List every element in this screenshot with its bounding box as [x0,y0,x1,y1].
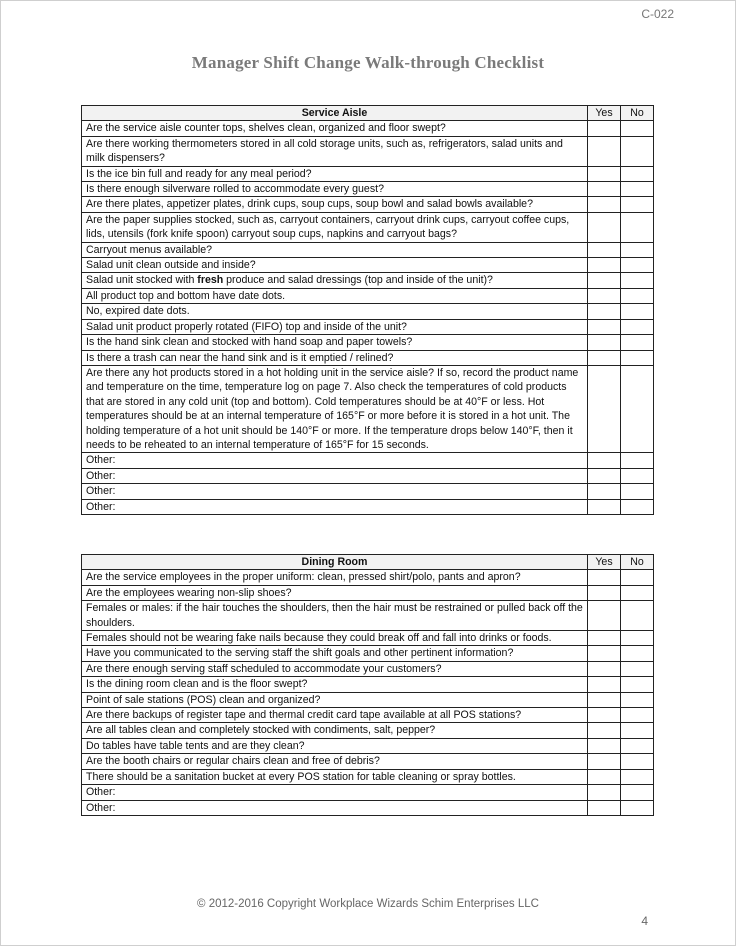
no-checkbox-cell[interactable] [621,631,654,646]
no-checkbox-cell[interactable] [621,273,654,288]
checklist-row [82,484,654,499]
no-checkbox-cell[interactable] [621,661,654,676]
checklist-row [82,304,654,319]
checklist-row [82,631,654,646]
checklist-row [82,258,654,273]
yes-checkbox-cell[interactable] [588,677,621,692]
checklist-question: Is the dining room clean and is the floor swept? [82,677,588,692]
question-text: produce and salad dressings (top and inside of the unit)? [223,274,493,287]
checklist-row [82,197,654,212]
yes-checkbox-cell[interactable] [588,453,621,468]
checklist-row [82,769,654,784]
checklist-row [82,723,654,738]
no-checkbox-cell[interactable] [621,350,654,365]
yes-checkbox-cell[interactable] [588,585,621,600]
yes-checkbox-cell[interactable] [588,319,621,334]
checklist-question: Is there a trash can near the hand sink and is it emptied / relined? [82,350,588,365]
checklist-question: Other: [82,484,588,499]
no-checkbox-cell[interactable] [621,212,654,242]
yes-checkbox-cell[interactable] [588,197,621,212]
no-checkbox-cell[interactable] [621,319,654,334]
checklist-row [82,499,654,514]
service-aisle-heading: Service Aisle [82,106,588,121]
checklist-row [82,273,654,288]
checklist-row [82,365,654,452]
no-checkbox-cell[interactable] [621,258,654,273]
yes-checkbox-cell[interactable] [588,212,621,242]
no-checkbox-cell[interactable] [621,738,654,753]
no-checkbox-cell[interactable] [621,800,654,815]
no-checkbox-cell[interactable] [621,754,654,769]
checklist-question: Are there enough serving staff scheduled to accommodate your customers? [82,661,588,676]
checklist-row [82,242,654,257]
no-checkbox-cell[interactable] [621,723,654,738]
yes-checkbox-cell[interactable] [588,800,621,815]
checklist-question: Are the service aisle counter tops, shelves clean, organized and floor swept? [82,121,588,136]
checklist-question: Are the paper supplies stocked, such as, carryout containers, carryout drink cups, carryout coffee cups, lids, utensils (fork knife spoon) carryout soup cups, napkins and carryout bags? [82,212,588,242]
yes-checkbox-cell[interactable] [588,631,621,646]
checklist-row [82,166,654,181]
no-checkbox-cell[interactable] [621,570,654,585]
checklist-question: Females should not be wearing fake nails because they could break off and fall into drinks or foods. [82,631,588,646]
checklist-row [82,212,654,242]
copyright-footer: © 2012-2016 Copyright Workplace Wizards Schim Enterprises LLC [197,898,539,910]
no-checkbox-cell[interactable] [621,692,654,707]
checklist-row [82,570,654,585]
no-checkbox-cell[interactable] [621,136,654,166]
yes-column-header: Yes [588,555,621,570]
yes-checkbox-cell[interactable] [588,304,621,319]
checklist-question: There should be a sanitation bucket at every POS station for table cleaning or spray bottles. [82,769,588,784]
no-checkbox-cell[interactable] [621,304,654,319]
no-checkbox-cell[interactable] [621,646,654,661]
checklist-question: Are there any hot products stored in a hot holding unit in the service aisle? If so, record the product name and temperature on the time, temperature log on page 7. Also check the temperatures of cold products that are stored in any cold unit (top and bottom). Cold temperatures should be at 40°F or less. Hot temperatures should be at an internal temperature of 165°F or more before it is stored in a hot unit. The holding temperature of a hot unit should be 140°F or more. If the temperature drops below 140°F, then it needs to be reheated to an internal temperature of 165°F for 15 seconds. [82,365,588,452]
yes-checkbox-cell[interactable] [588,350,621,365]
no-column-header: No [621,106,654,121]
checklist-row [82,646,654,661]
yes-checkbox-cell[interactable] [588,738,621,753]
no-checkbox-cell[interactable] [621,288,654,303]
yes-checkbox-cell[interactable] [588,166,621,181]
dining-room-table [81,554,654,816]
service-aisle-header-row [82,106,654,121]
checklist-question: Other: [82,499,588,514]
checklist-row [82,601,654,631]
checklist-question: Other: [82,785,588,800]
checklist-row [82,800,654,815]
no-checkbox-cell[interactable] [621,166,654,181]
no-checkbox-cell[interactable] [621,708,654,723]
checklist-row [82,335,654,350]
checklist-question: Salad unit clean outside and inside? [82,258,588,273]
page-title: Manager Shift Change Walk-through Checklist [191,53,545,72]
no-checkbox-cell[interactable] [621,585,654,600]
checklist-question: No, expired date dots. [82,304,588,319]
yes-checkbox-cell[interactable] [588,769,621,784]
no-checkbox-cell[interactable] [621,182,654,197]
checklist-question: Are there working thermometers stored in all cold storage units, such as, refrigerators, salad units and milk dispensers? [82,136,588,166]
yes-checkbox-cell[interactable] [588,601,621,631]
yes-checkbox-cell[interactable] [588,708,621,723]
checklist-question: Is the hand sink clean and stocked with hand soap and paper towels? [82,335,588,350]
yes-column-header: Yes [588,106,621,121]
no-checkbox-cell[interactable] [621,769,654,784]
no-checkbox-cell[interactable] [621,484,654,499]
checklist-question: Other: [82,468,588,483]
question-emphasis: fresh [197,274,224,287]
no-checkbox-cell[interactable] [621,499,654,514]
no-checkbox-cell[interactable] [621,197,654,212]
no-column-header: No [621,555,654,570]
checklist-row [82,708,654,723]
question-text: Salad unit stocked with [86,274,198,287]
checklist-question: Are the employees wearing non-slip shoes? [82,585,588,600]
checklist-question: Other: [82,453,588,468]
checklist-row [82,692,654,707]
no-checkbox-cell[interactable] [621,468,654,483]
yes-checkbox-cell[interactable] [588,468,621,483]
yes-checkbox-cell[interactable] [588,499,621,514]
checklist-question [82,273,588,288]
yes-checkbox-cell[interactable] [588,258,621,273]
checklist-row [82,121,654,136]
yes-checkbox-cell[interactable] [588,723,621,738]
yes-checkbox-cell[interactable] [588,182,621,197]
checklist-question: Is the ice bin full and ready for any meal period? [82,166,588,181]
checklist-row [82,350,654,365]
checklist-question: Are there plates, appetizer plates, drink cups, soup cups, soup bowl and salad bowls available? [82,197,588,212]
checklist-question: Is there enough silverware rolled to accommodate every guest? [82,182,588,197]
checklist-row [82,738,654,753]
no-checkbox-cell[interactable] [621,601,654,631]
checklist-row [82,453,654,468]
dining-room-header-row [82,555,654,570]
no-checkbox-cell[interactable] [621,677,654,692]
yes-checkbox-cell[interactable] [588,754,621,769]
checklist-row [82,585,654,600]
checklist-question: All product top and bottom have date dots. [82,288,588,303]
checklist-question: Have you communicated to the serving staff the shift goals and other pertinent information? [82,646,588,661]
checklist-row [82,785,654,800]
yes-checkbox-cell[interactable] [588,121,621,136]
checklist-question: Salad unit product properly rotated (FIFO) top and inside of the unit? [82,319,588,334]
yes-checkbox-cell[interactable] [588,692,621,707]
checklist-row [82,136,654,166]
page-number: 4 [641,914,648,928]
checklist-question: Are all tables clean and completely stocked with condiments, salt, pepper? [82,723,588,738]
no-checkbox-cell[interactable] [621,453,654,468]
checklist-row [82,468,654,483]
checklist-question: Other: [82,800,588,815]
no-checkbox-cell[interactable] [621,335,654,350]
no-checkbox-cell[interactable] [621,365,654,452]
checklist-row [82,661,654,676]
yes-checkbox-cell[interactable] [588,273,621,288]
no-checkbox-cell[interactable] [621,242,654,257]
no-checkbox-cell[interactable] [621,121,654,136]
checklist-question: Point of sale stations (POS) clean and organized? [82,692,588,707]
yes-checkbox-cell[interactable] [588,136,621,166]
checklist-question: Females or males: if the hair touches the shoulders, then the hair must be restrained or pulled back off the shoulders. [82,601,588,631]
checklist-question: Are the booth chairs or regular chairs clean and free of debris? [82,754,588,769]
dining-room-heading: Dining Room [82,555,588,570]
yes-checkbox-cell[interactable] [588,484,621,499]
checklist-row [82,754,654,769]
checklist-question: Do tables have table tents and are they clean? [82,738,588,753]
yes-checkbox-cell[interactable] [588,785,621,800]
checklist-row [82,182,654,197]
yes-checkbox-cell[interactable] [588,661,621,676]
checklist-row [82,319,654,334]
checklist-question: Are there backups of register tape and thermal credit card tape available at all POS stations? [82,708,588,723]
yes-checkbox-cell[interactable] [588,646,621,661]
no-checkbox-cell[interactable] [621,785,654,800]
checklist-question: Carryout menus available? [82,242,588,257]
service-aisle-table [81,105,654,515]
checklist-row [82,288,654,303]
document-code: C-022 [641,7,674,21]
yes-checkbox-cell[interactable] [588,242,621,257]
checklist-row [82,677,654,692]
yes-checkbox-cell[interactable] [588,570,621,585]
yes-checkbox-cell[interactable] [588,365,621,452]
yes-checkbox-cell[interactable] [588,335,621,350]
yes-checkbox-cell[interactable] [588,288,621,303]
checklist-question: Are the service employees in the proper uniform: clean, pressed shirt/polo, pants and apron? [82,570,588,585]
